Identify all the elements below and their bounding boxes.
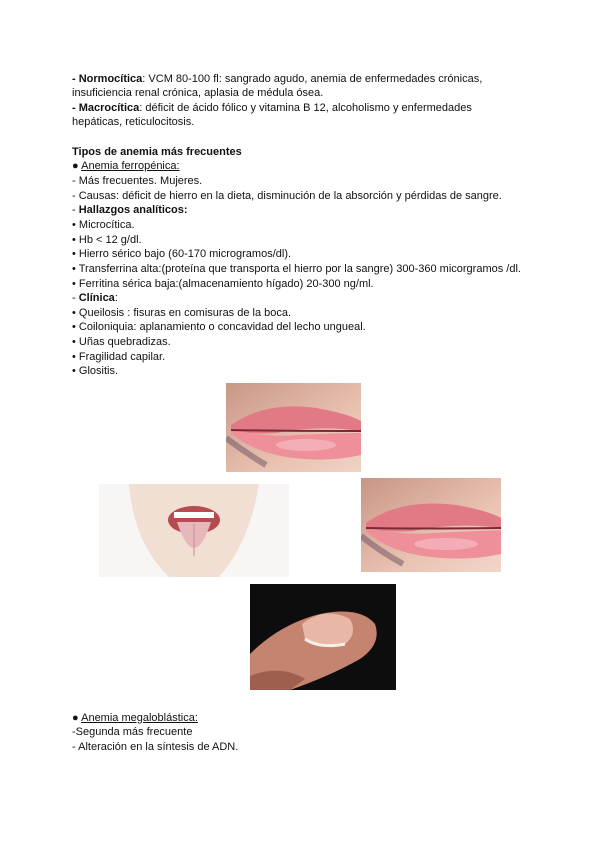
bullet-icon: ● bbox=[72, 712, 79, 724]
list-item: • Ferritina sérica baja:(almacenamiento hígado) 20-300 ng/ml. bbox=[72, 278, 374, 290]
megaloblastica-line-1: -Segunda más frecuente bbox=[72, 726, 193, 738]
megaloblastica-heading bbox=[72, 711, 198, 725]
list-item: • Fragilidad capilar. bbox=[72, 351, 166, 363]
megaloblastica-line-2: - Alteración en la síntesis de ADN. bbox=[72, 741, 239, 753]
list-item: • Microcítica. bbox=[72, 219, 135, 231]
clinica-heading bbox=[72, 291, 118, 305]
ferropenica-line-1: - Más frecuentes. Mujeres. bbox=[72, 175, 203, 187]
normocitica-line-2: insuficiencia renal crónica, aplasia de médula ósea. bbox=[72, 87, 324, 99]
hallazgos-heading bbox=[72, 203, 188, 217]
ferropenica-heading bbox=[72, 159, 180, 173]
list-item: • Hierro sérico bajo (60-170 microgramos/dl). bbox=[72, 248, 292, 260]
list-item: • Hb < 12 g/dl. bbox=[72, 234, 142, 246]
macrocitica-label: - Macrocítica bbox=[72, 102, 140, 114]
normocitica-label: - Normocítica bbox=[72, 73, 143, 85]
list-item: • Transferrina alta:(proteína que transporta el hierro por la sangre) 300-360 micorgramos /dl. bbox=[72, 263, 521, 275]
lips-photo-right bbox=[361, 478, 501, 572]
bullet-icon: ● bbox=[72, 160, 79, 172]
section-title: Tipos de anemia más frecuentes bbox=[72, 146, 242, 158]
list-item: • Uñas quebradizas. bbox=[72, 336, 171, 348]
clinica-prefix: - bbox=[72, 292, 79, 304]
list-item: • Coiloniquia: aplanamiento o concavidad del lecho ungueal. bbox=[72, 321, 366, 333]
lips-photo-top bbox=[226, 383, 361, 472]
clinica-title: Clínica bbox=[78, 292, 115, 304]
megaloblastica-title: Anemia megaloblástica: bbox=[81, 712, 198, 724]
macrocitica-line-2: hepáticas, reticulocitosis. bbox=[72, 116, 195, 128]
ferropenica-title: Anemia ferropénica: bbox=[81, 160, 180, 172]
list-item: • Queilosis : fisuras en comisuras de la boca. bbox=[72, 307, 292, 319]
macrocitica-line bbox=[72, 101, 472, 115]
nail-photo bbox=[250, 584, 396, 690]
ferropenica-line-2: - Causas: déficit de hierro en la dieta, disminución de la absorción y pérdidas de sangre. bbox=[72, 190, 502, 202]
clinica-colon: : bbox=[114, 292, 118, 304]
hallazgos-prefix: - bbox=[72, 204, 79, 216]
list-item: • Glositis. bbox=[72, 365, 119, 377]
normocitica-text: : VCM 80-100 fl: sangrado agudo, anemia de enfermedades crónicas, bbox=[142, 73, 483, 85]
normocitica-line bbox=[72, 72, 482, 86]
macrocitica-text: : déficit de ácido fólico y vitamina B 12, alcoholismo y enfermedades bbox=[139, 102, 472, 114]
hallazgos-title: Hallazgos analíticos: bbox=[78, 204, 188, 216]
tongue-photo bbox=[99, 484, 289, 577]
